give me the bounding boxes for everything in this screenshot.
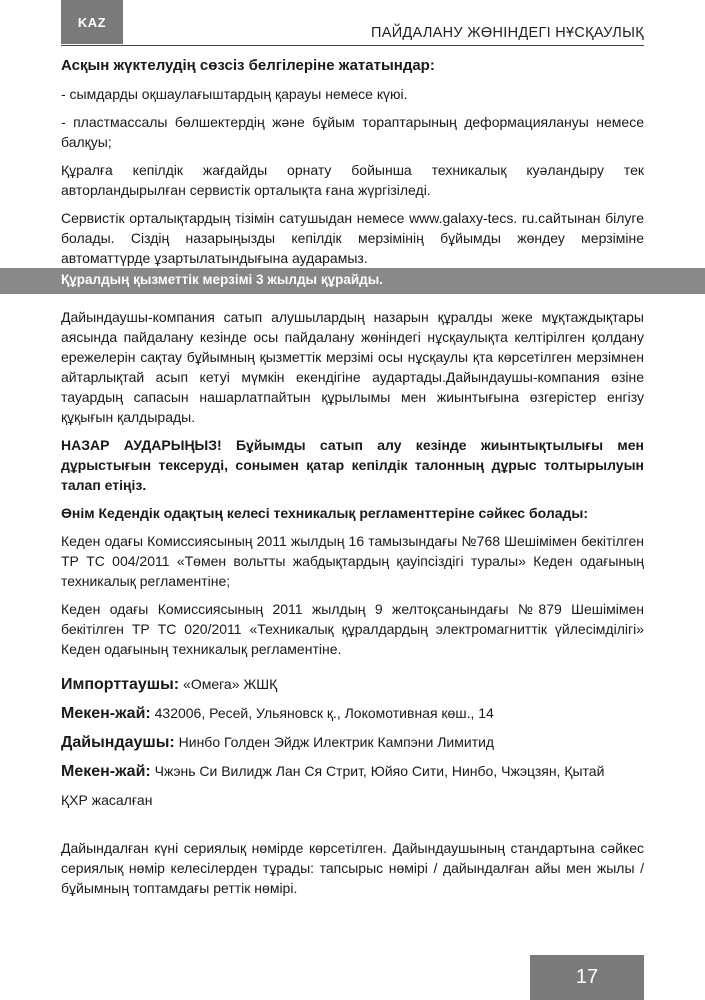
overload-heading: Асқын жүктелудің сөзсіз белгілеріне жататындар: [61,57,435,74]
manufacturer-address-label: Мекен-жай: [61,763,151,780]
manufacturer-address-row [61,759,644,788]
importer-label: Импорттаушы: [61,676,180,693]
warning-paragraph: НАЗАР АУДАРЫҢЫЗ! Бұйымды сатып алу кезінде жиынтықтылығы мен дұрыстығын тексеруді, сонымен қатар кепілдік талонның дұрыс толтырылуын талап етіңіз. [61,437,644,493]
service-life-text: Құралдың қызметтік мерзімі 3 жылды құрайды. [61,272,384,287]
manufacturer-row [61,730,644,759]
importer-block [61,672,644,817]
importer-address-row [61,701,644,730]
manufacturer-address-value: Чжэнь Си Вилидж Лан Ся Стрит, Юйяо Сити, Нинбо, Чжэцзян, Қытай [154,763,605,779]
paragraph-warranty-service: Құралға кепілдік жағдайды орнату бойынша техникалық куәландыру тек авторландырылған сервистік орталықта ғана жүргізіледі. [61,162,644,198]
manufacturer-notice-section [61,307,644,667]
conformity-heading: Өнім Кедендік одақтың келесі техникалық регламенттеріне сәйкес болады: [61,505,589,521]
paragraph-manufacturer-note: Дайындаушы-компания сатып алушылардың назарын құралды жеке мұқтаждықтары аясында пайдалану кезінде осы пайдалану жөніндегі нұсқаулықта келтірілген қолдану ережелерін сақтау бұйымның қызметтік мерзімі осы нұсқаулы қта көрсетілген мерзімнен айтарлықтай асып кетуі мүмкін екендігіне аудартады.Дайындаушы-компания өзіне тауардың сапасын нашарлатпайтын құрылымы мен жиынтығына өзгерістер енгізу құқығын қалдырады. [61,309,644,425]
regulation-emc: Кеден одағы Комиссиясының 2011 жылдың 9 желтоқсанындағы №879 Шешімімен бекітілген ТР ТС 020/2011 «Техникалық құралдардың электромагниттік үйлесімділігі» Кеден одағының техникалық регламентіне. [61,601,644,657]
service-life-band [0,268,705,294]
importer-address-value: 432006, Ресей, Ульяновск қ., Локомотивная көш., 14 [154,705,494,721]
header-divider [61,45,644,46]
document-title: ПАЙДАЛАНУ ЖӨНІНДЕГІ НҰСҚАУЛЫҚ [371,25,644,41]
overload-section [61,56,644,276]
importer-address-label: Мекен-жай: [61,705,151,722]
made-in-row: ҚХР жасалған [61,792,153,808]
paragraph-deformation: - пластмассалы бөлшектердің және бұйым торaптарының деформациялануы немесе балқуы; [61,114,644,150]
paragraph-service-centers: Сервистік орталықтардың тізімін сатушыдан немесе www.galaxy-tecs. ru.сайтынан білуге болады. Сіздің назарыңызды кепілдік мерзімінің бұйымды жөндеу мерзіміне автоматтүрде ұзартылатындығына аударамыз. [61,210,644,266]
importer-row [61,672,644,701]
importer-value: «Омега» ЖШҚ [183,676,278,692]
regulation-low-voltage: Кеден одағы Комиссиясының 2011 жылдың 16 тамызындағы №768 Шешімімен бекітілген ТР ТС 004/2011 «Төмен вольтты жабдықтардың қауіпсіздігі туралы» Кеден одағының техникалық регламентіне; [61,533,644,589]
paragraph-insulation: - сымдарды оқшаулағыштардың қарауы немесе күюі. [61,86,408,102]
page-number: 17 [530,955,644,1000]
manufacturer-label: Дайындаушы: [61,734,175,751]
language-tab: KAZ [61,0,123,44]
manufacturer-value: Нинбо Голден Эйдж Илектрик Кампэни Лимитид [178,734,495,750]
serial-number-note: Дайындалған күні сериялық нөмірде көрсетілген. Дайындаушының стандартына сәйкес сериялық нөмір келесілерден тұрады: тапсырыс нөмірі / дайындалған айы мен жылы / бұйымның топтамдағы реттік нөмірі. [61,840,644,896]
